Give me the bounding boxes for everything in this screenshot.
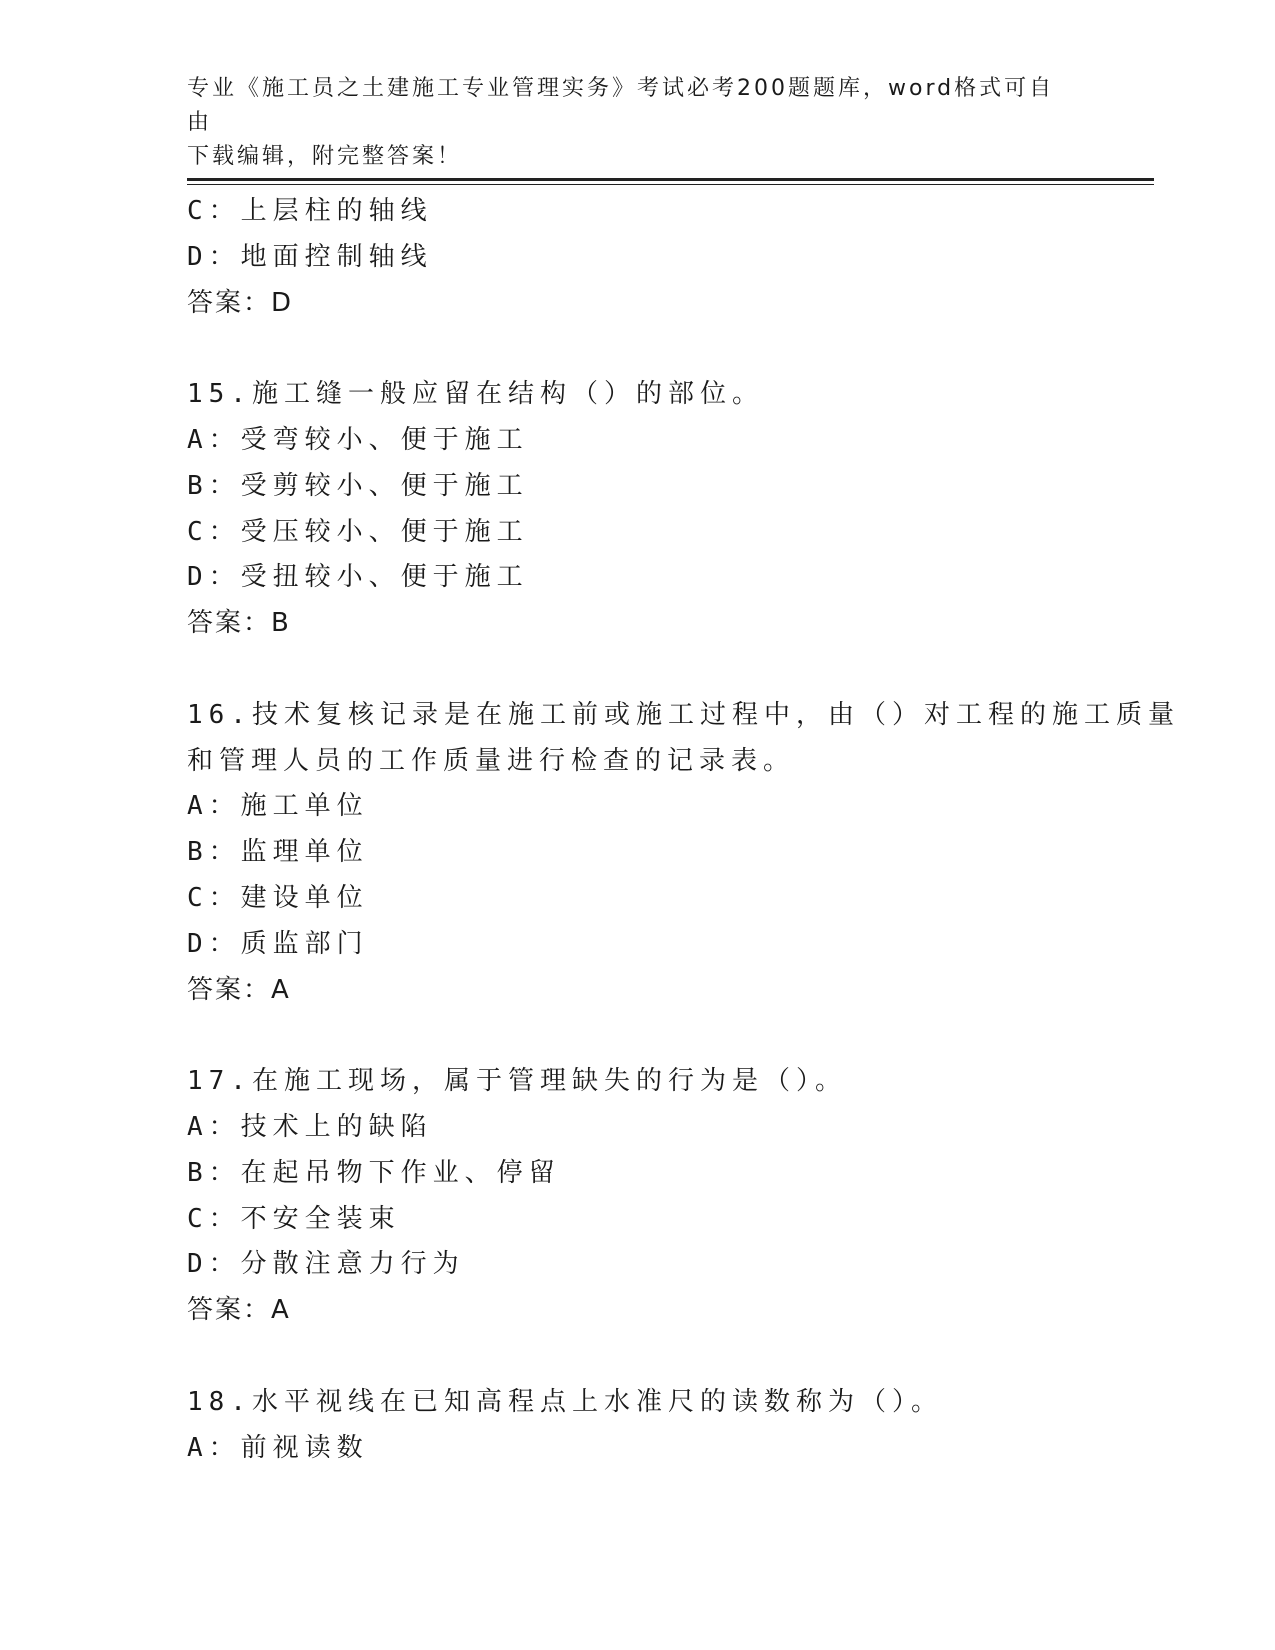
question-list [187, 189, 1180, 1471]
document-header [187, 72, 1067, 174]
q15-option-a: A：受弯较小、便于施工 [187, 424, 529, 455]
q15-option-b: B：受剪较小、便于施工 [187, 470, 529, 501]
header-line-1: 专业《施工员之土建施工专业管理实务》考试必考200题题库，word格式可自由 [187, 76, 1055, 135]
q17-option-d: D：分散注意力行为 [187, 1249, 465, 1280]
q17-option-a: A：技术上的缺陷 [187, 1111, 433, 1142]
q16-stem-line-2: 和管理人员的工作质量进行检查的记录表。 [187, 745, 796, 776]
q18-stem: 18.水平视线在已知高程点上水准尺的读数称为（）。 [187, 1386, 943, 1417]
q15-stem: 15.施工缝一般应留在结构（）的部位。 [187, 379, 764, 410]
q16-option-d: D：质监部门 [187, 928, 369, 959]
q15-option-d: D：受扭较小、便于施工 [187, 562, 529, 593]
header-divider-thick [187, 178, 1154, 181]
q14-option-d: D：地面控制轴线 [187, 241, 433, 272]
q14-answer: 答案：D [187, 287, 294, 318]
q14-option-c: C：上层柱的轴线 [187, 196, 433, 226]
q17-option-b: B：在起吊物下作业、停留 [187, 1157, 561, 1188]
q16-stem-line-1: 16.技术复核记录是在施工前或施工过程中，由（）对工程的施工质量 [187, 699, 1180, 730]
header-line-2: 下载编辑，附完整答案！ [187, 144, 463, 169]
q15-answer: 答案：B [187, 608, 291, 639]
header-divider-thin [187, 184, 1154, 185]
q18-option-a: A：前视读数 [187, 1432, 369, 1463]
q16-option-c: C：建设单位 [187, 882, 369, 913]
q16-option-b: B：监理单位 [187, 837, 369, 868]
q16-answer: 答案：A [187, 974, 291, 1005]
q17-stem: 17.在施工现场，属于管理缺失的行为是（）。 [187, 1066, 847, 1097]
q15-option-c: C：受压较小、便于施工 [187, 516, 529, 547]
q16-option-a: A：施工单位 [187, 791, 369, 822]
q17-option-c: C：不安全装束 [187, 1203, 401, 1234]
q17-answer: 答案：A [187, 1295, 291, 1326]
